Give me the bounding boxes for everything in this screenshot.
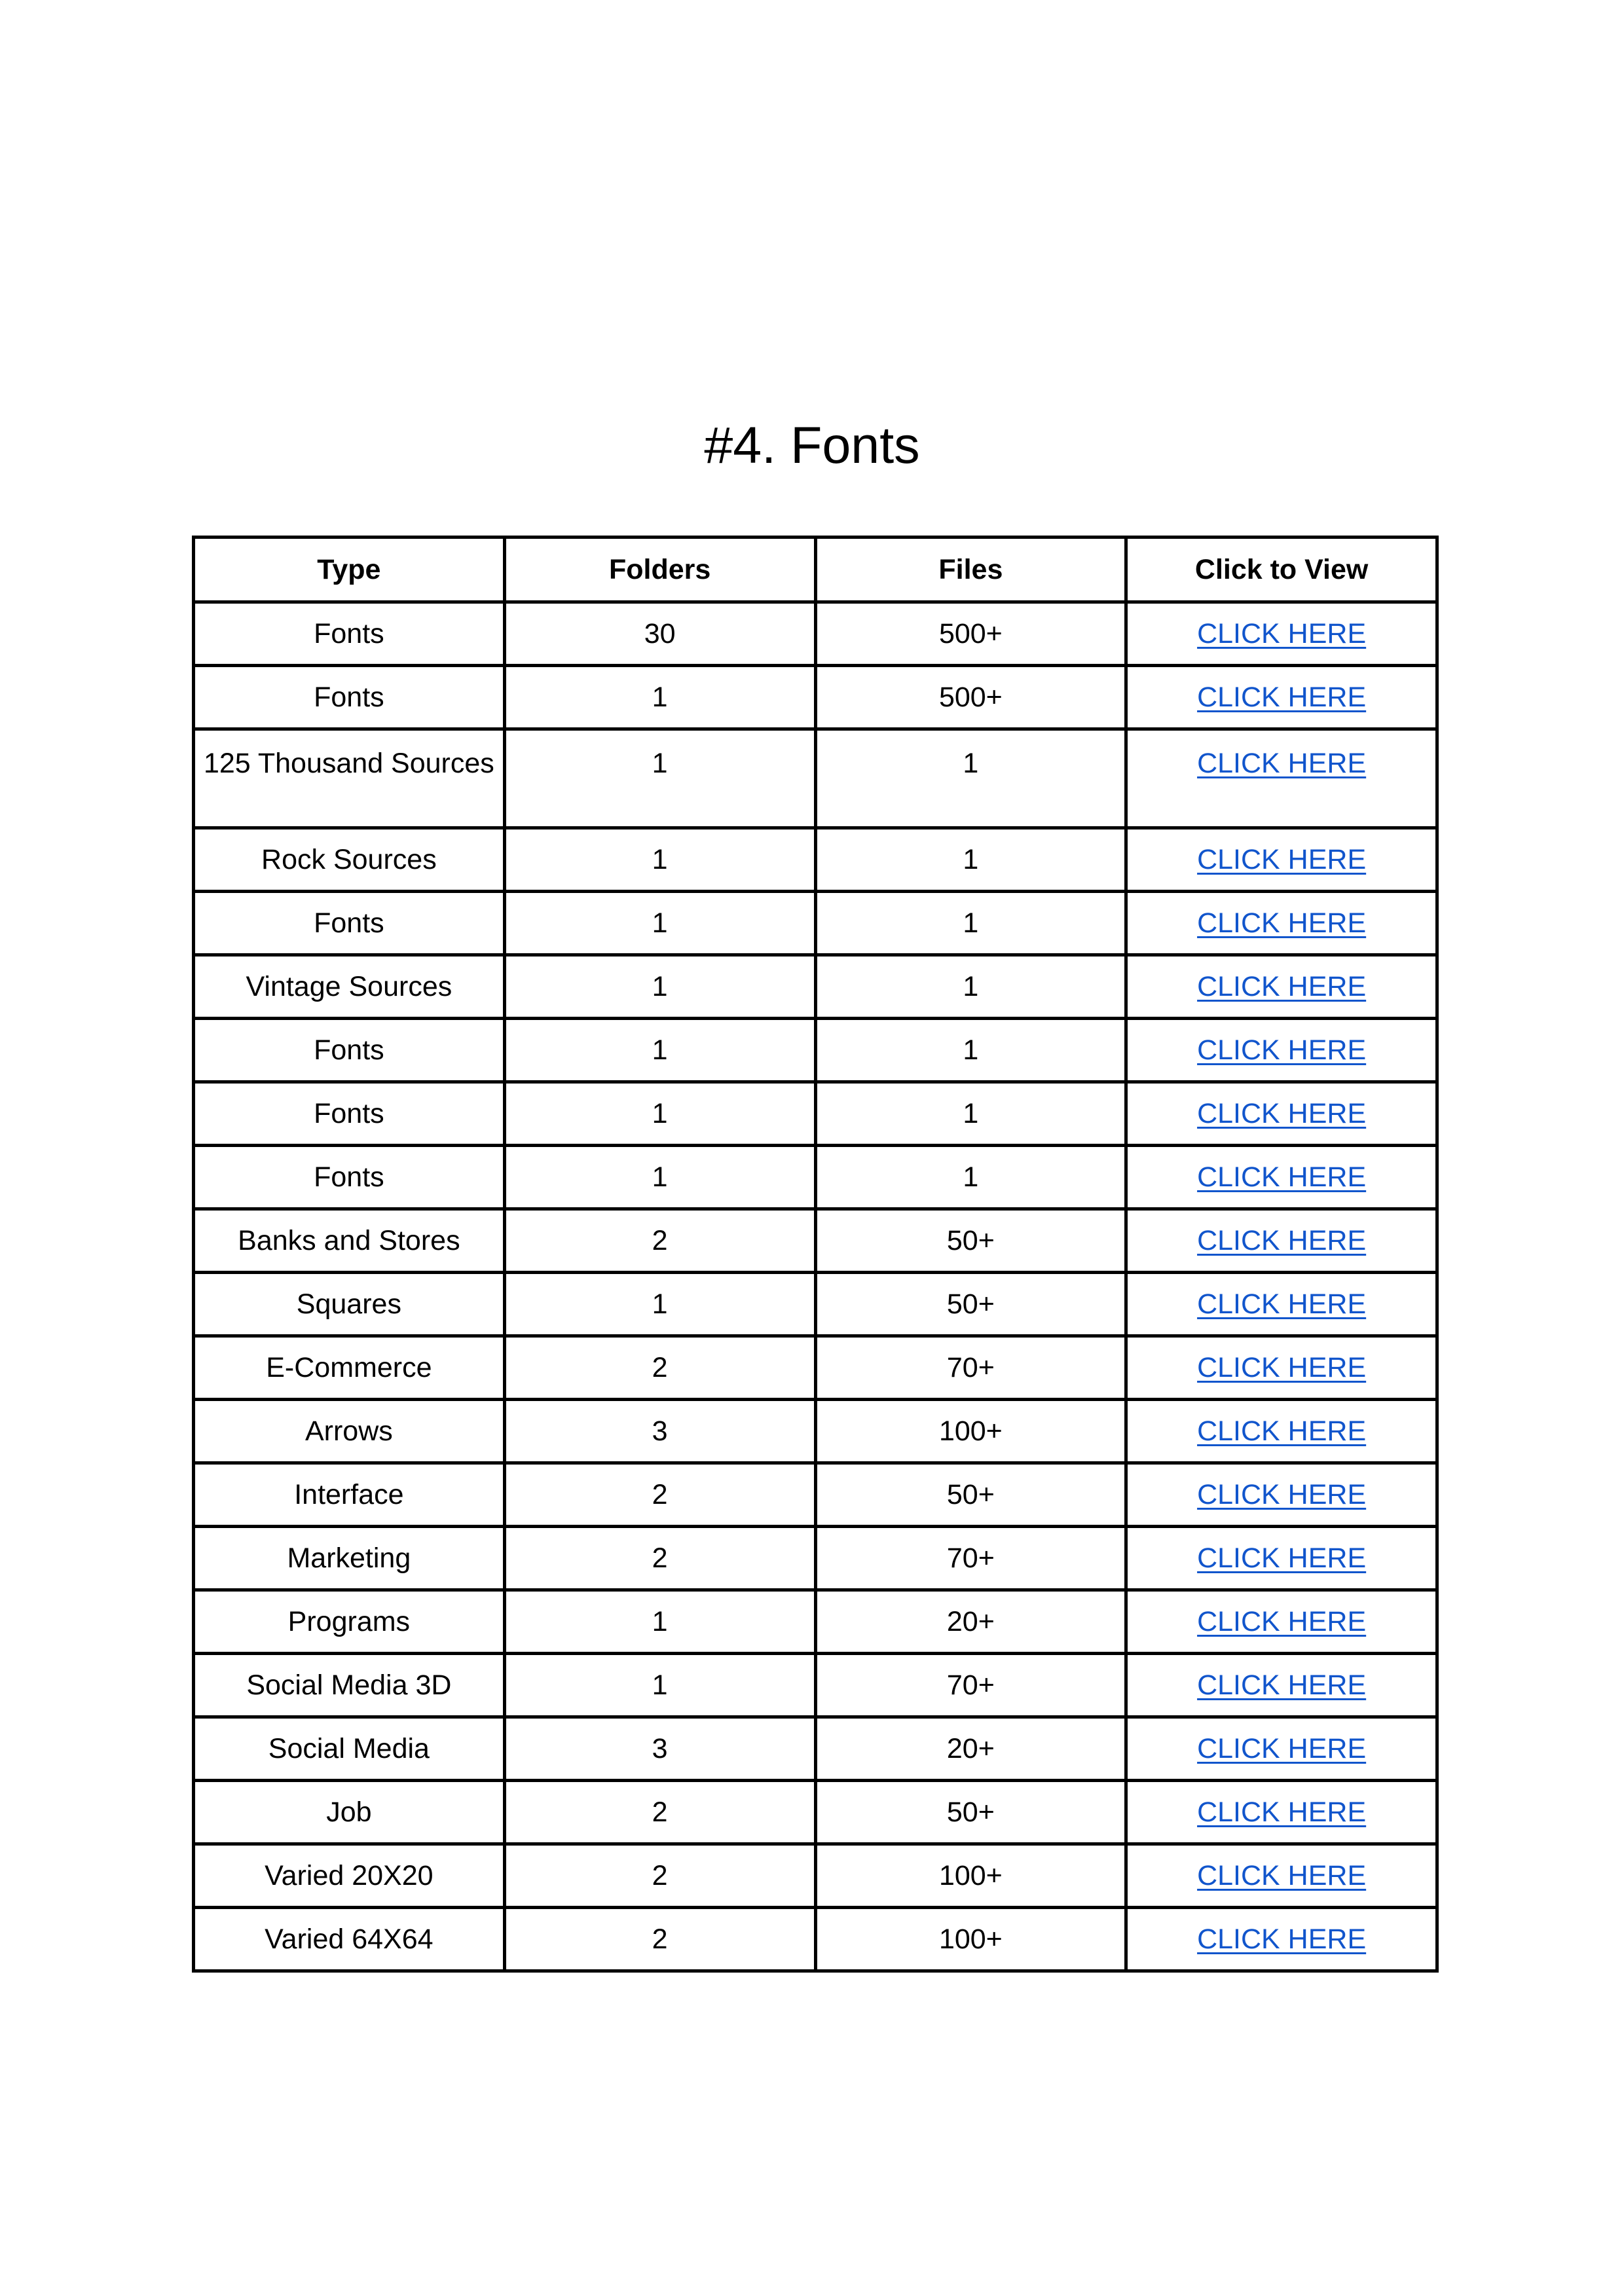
cell-folders: 2 (504, 1336, 815, 1400)
click-here-link[interactable]: CLICK HERE (1197, 1733, 1367, 1764)
table-row (194, 1908, 1437, 1971)
table-header-row (194, 538, 1437, 602)
cell-files: 50+ (815, 1273, 1126, 1336)
header-type: Type (194, 538, 505, 602)
cell-folders: 3 (504, 1717, 815, 1781)
table-row (194, 1654, 1437, 1717)
cell-files: 20+ (815, 1717, 1126, 1781)
table-row (194, 1146, 1437, 1209)
cell-click-to-view (1126, 1273, 1437, 1336)
cell-click-to-view (1126, 729, 1437, 828)
cell-click-to-view (1126, 955, 1437, 1019)
table-row (194, 1717, 1437, 1781)
cell-folders: 1 (504, 1590, 815, 1654)
cell-folders: 1 (504, 1273, 815, 1336)
cell-type: Fonts (194, 892, 505, 955)
header-click-to-view: Click to View (1126, 538, 1437, 602)
cell-click-to-view (1126, 666, 1437, 729)
table-row (194, 1209, 1437, 1273)
click-here-link[interactable]: CLICK HERE (1197, 1415, 1367, 1447)
cell-type: Fonts (194, 666, 505, 729)
table-row (194, 729, 1437, 828)
click-here-link[interactable]: CLICK HERE (1197, 618, 1367, 649)
click-here-link[interactable]: CLICK HERE (1197, 1225, 1367, 1256)
cell-folders: 1 (504, 1082, 815, 1146)
table-row (194, 955, 1437, 1019)
table-row (194, 1273, 1437, 1336)
cell-files: 1 (815, 892, 1126, 955)
cell-files: 50+ (815, 1781, 1126, 1844)
cell-type: Varied 20X20 (194, 1844, 505, 1908)
cell-type: Vintage Sources (194, 955, 505, 1019)
cell-folders: 1 (504, 666, 815, 729)
click-here-link[interactable]: CLICK HERE (1197, 1034, 1367, 1066)
cell-files: 70+ (815, 1654, 1126, 1717)
cell-folders: 2 (504, 1527, 815, 1590)
cell-type: Social Media 3D (194, 1654, 505, 1717)
click-here-link[interactable]: CLICK HERE (1197, 1860, 1367, 1891)
click-here-link[interactable]: CLICK HERE (1197, 682, 1367, 713)
page-title: #4. Fonts (704, 416, 920, 474)
click-here-link[interactable]: CLICK HERE (1197, 1796, 1367, 1828)
cell-files: 500+ (815, 666, 1126, 729)
click-here-link[interactable]: CLICK HERE (1197, 1479, 1367, 1510)
cell-click-to-view (1126, 1527, 1437, 1590)
cell-folders: 1 (504, 828, 815, 892)
click-here-link[interactable]: CLICK HERE (1197, 1098, 1367, 1129)
cell-click-to-view (1126, 892, 1437, 955)
cell-folders: 1 (504, 1654, 815, 1717)
cell-folders: 2 (504, 1209, 815, 1273)
cell-click-to-view (1126, 1146, 1437, 1209)
click-here-link[interactable]: CLICK HERE (1197, 844, 1367, 875)
cell-type: Fonts (194, 1019, 505, 1082)
cell-files: 1 (815, 955, 1126, 1019)
table-row (194, 602, 1437, 666)
cell-folders: 2 (504, 1908, 815, 1971)
cell-files: 20+ (815, 1590, 1126, 1654)
table-row (194, 1844, 1437, 1908)
table-row (194, 1527, 1437, 1590)
click-here-link[interactable]: CLICK HERE (1197, 907, 1367, 939)
cell-type: E-Commerce (194, 1336, 505, 1400)
cell-type: Programs (194, 1590, 505, 1654)
cell-files: 70+ (815, 1527, 1126, 1590)
cell-type: Social Media (194, 1717, 505, 1781)
cell-click-to-view (1126, 1844, 1437, 1908)
header-files: Files (815, 538, 1126, 602)
cell-click-to-view (1126, 1717, 1437, 1781)
click-here-link[interactable]: CLICK HERE (1197, 1352, 1367, 1383)
cell-type: Fonts (194, 1146, 505, 1209)
table-row (194, 1400, 1437, 1463)
cell-type: Fonts (194, 602, 505, 666)
cell-files: 70+ (815, 1336, 1126, 1400)
table-row (194, 1463, 1437, 1527)
cell-click-to-view (1126, 1209, 1437, 1273)
cell-files: 100+ (815, 1844, 1126, 1908)
table-row (194, 892, 1437, 955)
cell-folders: 1 (504, 729, 815, 828)
cell-click-to-view (1126, 1908, 1437, 1971)
cell-files: 100+ (815, 1400, 1126, 1463)
cell-click-to-view (1126, 602, 1437, 666)
click-here-link[interactable]: CLICK HERE (1197, 1606, 1367, 1637)
header-folders: Folders (504, 538, 815, 602)
cell-click-to-view (1126, 1400, 1437, 1463)
cell-files: 1 (815, 1082, 1126, 1146)
cell-files: 50+ (815, 1463, 1126, 1527)
cell-click-to-view (1126, 1019, 1437, 1082)
cell-folders: 1 (504, 892, 815, 955)
click-here-link[interactable]: CLICK HERE (1197, 1542, 1367, 1574)
table-body (194, 602, 1437, 1971)
cell-files: 100+ (815, 1908, 1126, 1971)
click-here-link[interactable]: CLICK HERE (1197, 1288, 1367, 1320)
table-row (194, 1781, 1437, 1844)
cell-files: 50+ (815, 1209, 1126, 1273)
click-here-link[interactable]: CLICK HERE (1197, 748, 1367, 779)
cell-folders: 30 (504, 602, 815, 666)
cell-type: Rock Sources (194, 828, 505, 892)
cell-type: Banks and Stores (194, 1209, 505, 1273)
cell-type: Squares (194, 1273, 505, 1336)
cell-type: Interface (194, 1463, 505, 1527)
cell-folders: 2 (504, 1463, 815, 1527)
cell-type: 125 Thousand Sources (194, 729, 505, 828)
cell-folders: 1 (504, 1146, 815, 1209)
cell-folders: 1 (504, 955, 815, 1019)
cell-folders: 1 (504, 1019, 815, 1082)
table-row (194, 828, 1437, 892)
cell-folders: 3 (504, 1400, 815, 1463)
cell-files: 1 (815, 1019, 1126, 1082)
cell-click-to-view (1126, 1654, 1437, 1717)
click-here-link[interactable]: CLICK HERE (1197, 971, 1367, 1002)
click-here-link[interactable]: CLICK HERE (1197, 1923, 1367, 1955)
cell-files: 500+ (815, 602, 1126, 666)
cell-type: Varied 64X64 (194, 1908, 505, 1971)
cell-folders: 2 (504, 1844, 815, 1908)
table-row (194, 1336, 1437, 1400)
cell-click-to-view (1126, 1463, 1437, 1527)
table-row (194, 1590, 1437, 1654)
cell-type: Job (194, 1781, 505, 1844)
cell-type: Fonts (194, 1082, 505, 1146)
cell-type: Marketing (194, 1527, 505, 1590)
cell-click-to-view (1126, 828, 1437, 892)
cell-click-to-view (1126, 1082, 1437, 1146)
cell-files: 1 (815, 729, 1126, 828)
cell-folders: 2 (504, 1781, 815, 1844)
cell-files: 1 (815, 1146, 1126, 1209)
cell-click-to-view (1126, 1590, 1437, 1654)
table-row (194, 1019, 1437, 1082)
cell-click-to-view (1126, 1781, 1437, 1844)
fonts-table (192, 536, 1439, 1973)
cell-click-to-view (1126, 1336, 1437, 1400)
click-here-link[interactable]: CLICK HERE (1197, 1669, 1367, 1701)
cell-type: Arrows (194, 1400, 505, 1463)
table-row (194, 666, 1437, 729)
click-here-link[interactable]: CLICK HERE (1197, 1161, 1367, 1193)
cell-files: 1 (815, 828, 1126, 892)
table-row (194, 1082, 1437, 1146)
